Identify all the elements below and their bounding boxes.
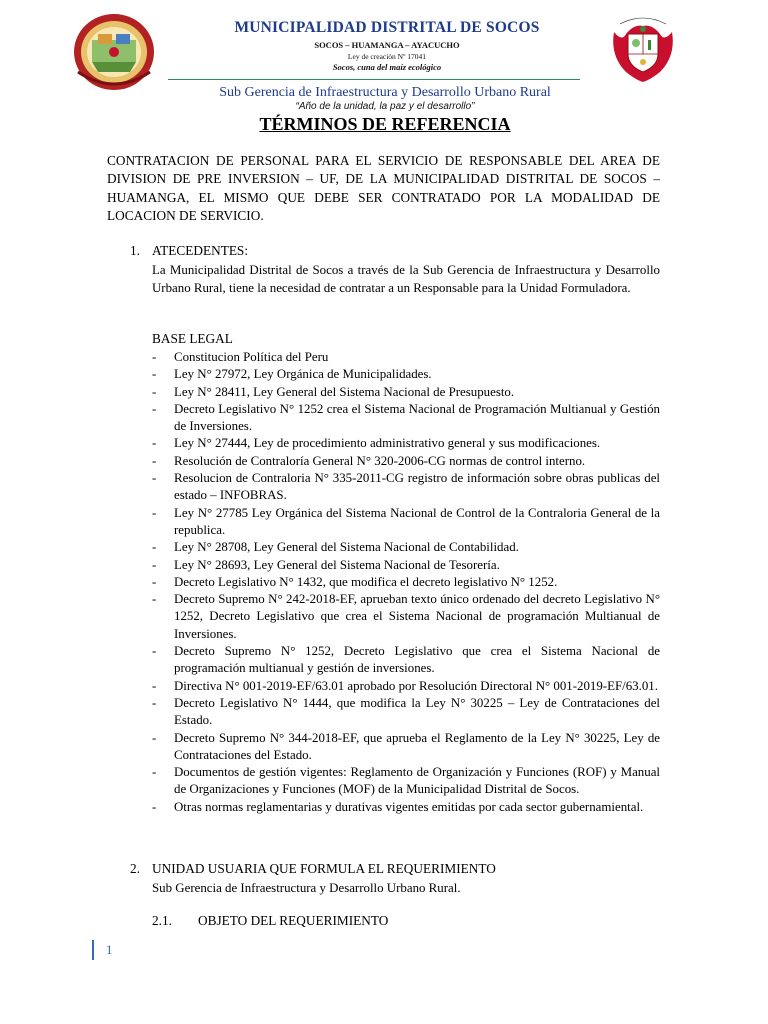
section-title: ATECEDENTES: xyxy=(152,243,249,258)
list-item: - Ley N° 27785 Ley Orgánica del Sistema Nacional de Control de la Contraloria General de la republica. xyxy=(152,505,660,537)
header-divider xyxy=(168,79,580,80)
list-item: - Ley N° 28411, Ley General del Sistema Nacional de Presupuesto. xyxy=(152,384,515,399)
list-item: - Resolucion de Contraloria N° 335-2011-CG registro de información sobre obras publicas del estado – INFOBRAS. xyxy=(152,471,660,503)
municipal-seal-logo xyxy=(72,12,156,92)
list-item: - Decreto Legislativo N° 1252 crea el Sistema Nacional de Programación Multianual y Gestión de Inversiones. xyxy=(152,401,660,434)
list-item: - Decreto Legislativo N° 1444, que modifica la Ley N° 30225 – Ley de Contrataciones del Estado. xyxy=(152,695,660,728)
list-item: - Ley N° 27972, Ley Orgánica de Municipalidades. xyxy=(152,367,432,382)
document-title: TÉRMINOS DE REFERENCIA xyxy=(259,114,511,134)
list-item: - Otras normas reglamentarias y durativas vigentes emitidas por cada sector gubernamiental. xyxy=(152,799,644,814)
list-item: - Resolución de Contraloría General N° 320-2006-CG normas de control interno. xyxy=(152,453,586,468)
peru-coat-of-arms-logo xyxy=(606,12,680,84)
municipality-title: MUNICIPALIDAD DISTRITAL DE SOCOS xyxy=(234,19,540,36)
creation-law: Ley de creación Nº 17041 xyxy=(347,52,427,61)
section-number: 1. xyxy=(130,243,140,258)
list-item: - Ley N° 27444, Ley de procedimiento administrativo general y sus modificaciones. xyxy=(152,436,601,451)
page-number-bar xyxy=(92,940,94,960)
intro-paragraph: CONTRATACION DE PERSONAL PARA EL SERVICIO DE RESPONSABLE DEL AREA DE DIVISION DE PRE INVERSION – UF, DE LA MUNICIPALIDAD DISTRITAL DE SOCOS – HUAMANGA, EL MISMO QUE DEBE SER CONTRATADO POR LA MODALIDAD DE LOCACION DE SERVICIO. xyxy=(107,153,660,223)
section-2-heading xyxy=(130,861,496,877)
list-item: - Decreto Legislativo N° 1432, que modifica el decreto legislativo N° 1252. xyxy=(152,574,558,589)
list-item: - Ley N° 28708, Ley General del Sistema Nacional de Contabilidad. xyxy=(152,540,519,555)
section-title: UNIDAD USUARIA QUE FORMULA EL REQUERIMIENTO xyxy=(152,861,496,876)
section-number: 2. xyxy=(130,861,140,876)
list-item: - Ley N° 28693, Ley General del Sistema Nacional de Tesorería. xyxy=(152,557,500,572)
base-legal-heading: BASE LEGAL xyxy=(152,331,233,346)
section-1-heading xyxy=(130,243,248,259)
municipality-slogan: Socos, cuna del maíz ecológico xyxy=(332,62,442,72)
list-item: - Directiva N° 001-2019-EF/63.01 aprobado por Resolución Directoral N° 001-2019-EF/63.01. xyxy=(152,678,658,693)
subgerencia-heading: Sub Gerencia de Infraestructura y Desarrollo Urbano Rural xyxy=(219,85,551,100)
section-2-text: Sub Gerencia de Infraestructura y Desarrollo Urbano Rural. xyxy=(152,881,461,895)
page-number: 1 xyxy=(106,942,113,957)
year-motto: “Año de la unidad, la paz y el desarrollo” xyxy=(295,101,475,112)
list-item: - Decreto Supremo N° 242-2018-EF, aprueban texto único ordenado del decreto Legislativo N° 1252, Decreto Legislativo que crea el Sistema Nacional de programación Multianual de Inversiones. xyxy=(152,592,660,641)
list-item: - Constitucion Política del Peru xyxy=(152,350,329,364)
municipality-location: SOCOS – HUAMANGA – AYACUCHO xyxy=(314,40,460,50)
section-2-1-heading xyxy=(152,913,388,929)
base-legal-list xyxy=(152,349,660,816)
section-number: 2.1. xyxy=(152,913,172,928)
list-item: - Decreto Supremo N° 1252, Decreto Legislativo que crea el Sistema Nacional de programación multianual y gestión de inversiones. xyxy=(152,644,660,676)
section-1-text: La Municipalidad Distrital de Socos a través de la Sub Gerencia de Infraestructura y Desarrollo Urbano Rural, tiene la necesidad de contratar a un Responsable para la Unidad Formuladora. xyxy=(152,263,660,295)
section-title: OBJETO DEL REQUERIMIENTO xyxy=(198,913,389,928)
list-item: - Documentos de gestión vigentes: Reglamento de Organización y Funciones (ROF) y Manual de Organizaciones y Funciones (MOF) de la Municipalidad Distrital de Socos. xyxy=(152,765,660,797)
list-item: - Decreto Supremo N° 344-2018-EF, que aprueba el Reglamento de la Ley N° 30225, Ley de Contrataciones del Estado. xyxy=(152,730,660,762)
